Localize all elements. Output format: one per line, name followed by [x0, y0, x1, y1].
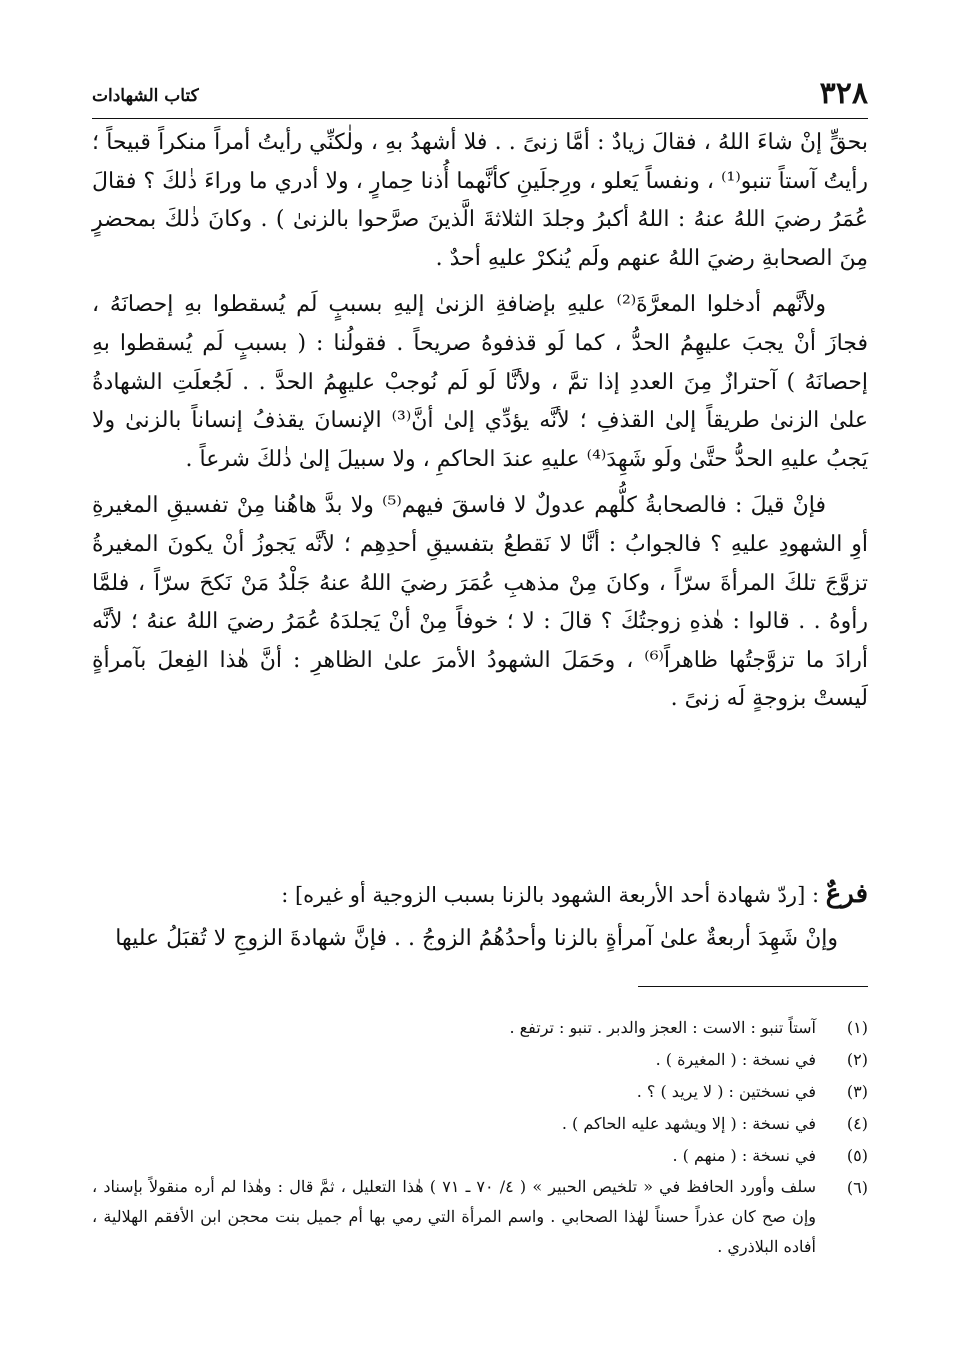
branch-label: فرعٌ: [825, 879, 868, 909]
footnote-text: في نسخة : ( المغيرة ) .: [655, 1050, 816, 1069]
footnote-6: [92, 1172, 868, 1262]
footnote-number: (٥): [846, 1146, 868, 1165]
running-title: كتاب الشهادات: [92, 86, 199, 106]
paragraph-1: بحقٍّ إنْ شاءَ اللهُ ، فقالَ زيادٌ : أمَّا زنىً . . فلا أشهدُ بهِ ، ولٰكنِّي رأيتُ أمراً منكراً قبيحاً ؛ رأيتُ آستاً تنبو⁽¹⁾ ، ونفساً يَعلو ، ورِجلَينِ كأنَّهما أُذنا حِمارٍ ، ولا أدري ما وراءَ ذٰلكَ ؟ فقالَ عُمَرُ رضيَ اللهُ عنهُ : اللهُ أكبرُ وجلدَ الثلاثةَ الَّذينَ صرَّحوا بالزنىٰ ) . وكانَ ذٰلكَ بمحضرٍ مِنَ الصحابةِ رضيَ اللهُ عنهم ولَم يُنكرْ عليهِ أحدٌ .: [92, 130, 868, 271]
footnote-number: (٢): [846, 1050, 868, 1069]
footnote-text: في نسخة : ( منهم ) .: [672, 1146, 816, 1165]
branch-section: [92, 874, 868, 959]
branch-title: : [ردّ شهادة أحد الأربعة الشهود بالزنا بسبب الزوجية أو غيره] :: [281, 883, 826, 907]
footnote-number: (٤): [846, 1114, 868, 1133]
footnote-5: [92, 1140, 868, 1172]
main-text: [92, 124, 868, 719]
footnote-text: آستاً تنبو : الاست : العجز والدبر . تنبو : ترتفع .: [509, 1018, 816, 1037]
book-page: [92, 0, 868, 1367]
footnote-number: (١): [846, 1018, 868, 1037]
footnote-text: سلف وأورد الحافظ في « تلخيص الحبير » ( ٤/ ٧٠ ـ ٧١ ) هٰذا التعليل ، ثمَّ قال : وهٰذا لم أره منقولاً بإسناد ، وإن صح كان عذراً حسناً لهٰذا الصحابي . واسم المرأة التي رمي بها أم جميل بنت محجن ابن الأفقم الهلالية ، أفاده البلاذري .: [92, 1177, 817, 1256]
footnote-4: [92, 1108, 868, 1140]
page-number: ٣٢٨: [819, 76, 868, 111]
footnote-text: في نسختين : ( لا يريد ) ؟ .: [636, 1082, 816, 1101]
footnote-number: (٦): [846, 1178, 868, 1197]
footnote-2: [92, 1044, 868, 1076]
footnote-number: (٣): [846, 1082, 868, 1101]
footnote-3: [92, 1076, 868, 1108]
branch-paragraph: وإنْ شَهِدَ أربعةٌ علىٰ آمرأةٍ بالزنا وأحدُهُمُ الزوجُ . . فإنَّ شهادةَ الزوجِ لا تُقبَلُ عليها: [115, 926, 838, 951]
paragraph-2: ولأنَّهم أدخلوا المعرَّةَ⁽²⁾ عليهِ بإضافةِ الزنىٰ إليهِ بسببٍ لَم يُسقطوا بهِ إحصانَهُ ، فجازَ أنْ يجبَ عليهِمُ الحدُّ ، كما لَو قذفوهُ صريحاً . فقولُنا : ( بسببٍ لَم يُسقطوا بهِ إحصانَهُ ) آحترازٌ مِنَ العددِ إذا تمَّ ، ولأنَّا لَو لَم نُوجبْ عليهِمُ الحدَّ . . لَجُعلَتِ الشهادةُ علىٰ الزنىٰ طريقاً إلىٰ القذفِ ؛ لأنَّه يؤدِّي إلىٰ أنَّ⁽³⁾ الإنسانَ يقذفُ إنساناً بالزنىٰ ولا يَجبُ عليهِ الحدُّ حتَّىٰ ولَو شَهِدَ⁽⁴⁾ عليهِ عندَ الحاكمِ ، ولا سبيلَ إلىٰ ذٰلكَ شرعاً .: [92, 292, 868, 472]
page-header: [92, 76, 868, 116]
footnote-divider: [638, 986, 868, 987]
branch-heading: [92, 874, 868, 915]
footnote-1: [92, 1012, 868, 1044]
footnotes: [92, 1012, 868, 1262]
header-divider: [92, 118, 868, 119]
paragraph-3: فإنْ قيلَ : فالصحابةُ كلُّهم عدولٌ لا فاسقَ فيهم⁽⁵⁾ ولا بدَّ هاهُنا مِنْ تفسيقِ المغيرةِ أوِ الشهودِ عليهِ ؟ فالجوابُ : أنَّا لا نَقطعُ بتفسيقِ أحدِهِم ؛ لأنَّه يَجوزُ أنْ يكونَ المغيرةُ تزوَّجَ تلكَ المرأةَ سرّاً ، وكانَ مِنْ مذهبِ عُمَرَ رضيَ اللهُ عنهُ جَلْدُ مَنْ نَكحَ سرّاً ، فلمَّا رأوهُ . . قالوا : هٰذهِ زوجتُكَ ؟ قالَ : لا ؛ خوفاً مِنْ أنْ يَجلدَهُ عُمَرُ رضيَ اللهُ عنهُ ؛ لأنَّه أرادَ ما تزوَّجتُها ظاهراً⁽⁶⁾ ، وحَمَلَ الشهودُ الأمرَ علىٰ الظاهرِ : أنَّ هٰذا الفِعلَ بآمرأةٍ لَيستْ بزوجةٍ لَه زنىً .: [92, 493, 868, 712]
footnote-text: في نسخة : ( إلا ويشهد عليه الحاكم ) .: [561, 1114, 816, 1133]
